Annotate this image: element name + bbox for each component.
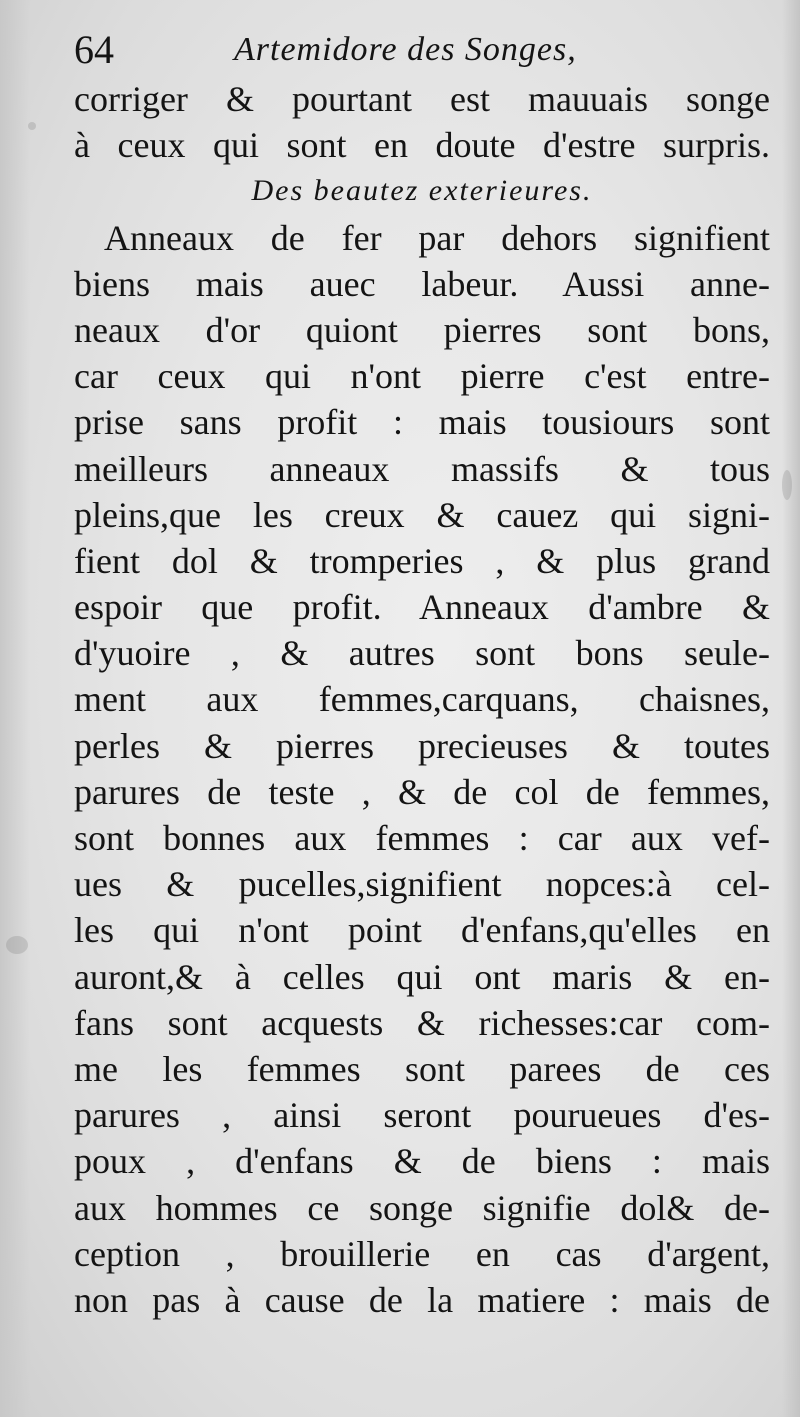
text-line: Anneaux de fer par dehors signifient xyxy=(104,217,770,258)
spine-shadow xyxy=(0,0,30,1417)
text-line: parures de teste , & de col de femmes, xyxy=(74,771,770,812)
section-heading: Des beautez exterieures. xyxy=(251,174,593,208)
text-line: ment aux femmes,carquans, chaisnes, xyxy=(74,679,770,720)
text-line: ception , brouillerie en cas d'argent, xyxy=(74,1233,770,1274)
text-line: pleins,que les creux & cauez qui signi- xyxy=(74,494,770,535)
page-edge-shadow xyxy=(782,0,800,1417)
text-line: aux hommes ce songe signifie dol& de- xyxy=(74,1187,770,1228)
text-line: car ceux qui n'ont pierre c'est entre- xyxy=(74,356,770,397)
ink-smudge xyxy=(28,122,36,130)
text-line: fans sont acquests & richesses:car com- xyxy=(74,1002,770,1043)
text-line: d'yuoire , & autres sont bons seule- xyxy=(74,633,770,674)
text-line: fient dol & tromperies , & plus grand xyxy=(74,540,770,581)
text-line: corriger & pourtant est mauuais songe xyxy=(74,79,770,119)
text-line: prise sans profit : mais tousiours sont xyxy=(74,402,770,443)
text-line: sont bonnes aux femmes : car aux vef- xyxy=(74,818,770,858)
text-line: auront,& à celles qui ont maris & en- xyxy=(74,956,770,997)
text-line: meilleurs anneaux massifs & tous xyxy=(74,448,770,489)
text-line: à ceux qui sont en doute d'estre surpris. xyxy=(74,125,770,166)
text-line: me les femmes sont parees de ces xyxy=(74,1048,770,1089)
text-line: poux , d'enfans & de biens : mais xyxy=(74,1141,770,1182)
body-text xyxy=(74,76,770,1323)
text-line: les qui n'ont point d'enfans,qu'elles en xyxy=(74,910,770,951)
page-number: 64 xyxy=(74,27,114,72)
text-line: espoir que profit. Anneaux d'ambre & xyxy=(74,587,770,628)
text-line: non pas à cause de la matiere : mais de xyxy=(74,1279,770,1320)
ink-smudge xyxy=(782,470,792,500)
text-line: parures , ainsi seront pourueues d'es- xyxy=(74,1095,770,1136)
page-header xyxy=(74,24,774,80)
running-title: Artemidore des Songes, xyxy=(234,31,577,68)
ink-smudge xyxy=(6,936,28,954)
text-line: neaux d'or quiont pierres sont bons, xyxy=(74,309,770,350)
text-line: perles & pierres precieuses & toutes xyxy=(74,725,770,766)
text-line: ues & pucelles,signifient nopces:à cel- xyxy=(74,864,770,905)
text-line: biens mais auec labeur. Aussi anne- xyxy=(74,263,770,304)
